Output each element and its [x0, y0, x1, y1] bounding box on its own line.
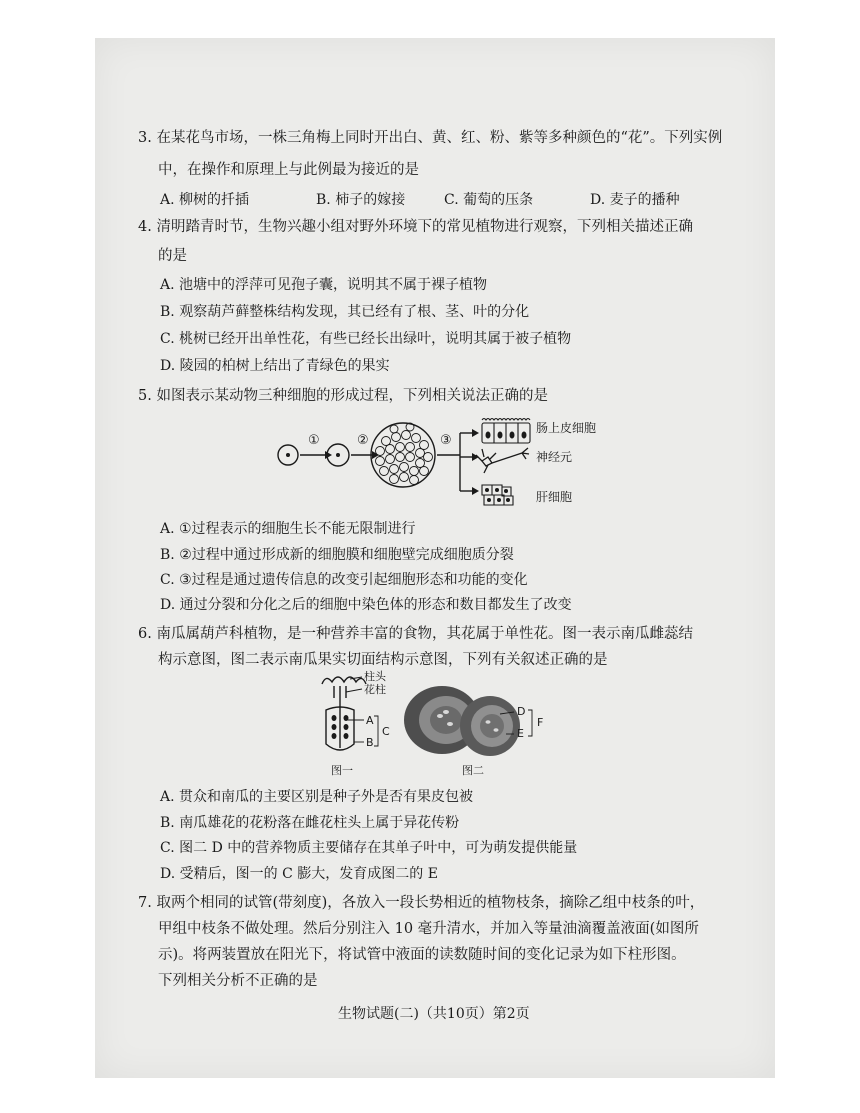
q6-stem-line2: 构示意图，图二表示南瓜果实切面结构示意图，下列有关叙述正确的是 — [158, 652, 608, 668]
q6-option-d: D. 受精后，图一的 C 膨大，发育成图二的 E — [160, 866, 438, 882]
q4-stem-line1: 4. 清明踏青时节，生物兴趣小组对野外环境下的常见植物进行观察，下列相关描述正确 — [138, 219, 693, 235]
label-stigma: 柱头 — [364, 670, 386, 683]
q7-stem-line1: 7. 取两个相同的试管(带刻度)，各放入一段长势相近的植物枝条，摘除乙组中枝条的叶， — [138, 895, 705, 911]
q6-stem-line1: 6. 南瓜属葫芦科植物，是一种营养丰富的食物，其花属于单性花。图一表示南瓜雌蕊结 — [138, 626, 693, 642]
q4-option-b: B. 观察葫芦藓整株结构发现，其已经有了根、茎、叶的分化 — [160, 304, 530, 320]
cell-cluster-icon — [371, 423, 435, 487]
label-liver-cell: 肝细胞 — [536, 490, 573, 504]
q5-option-c: C. ③过程是通过遗传信息的改变引起细胞形态和功能的变化 — [160, 572, 528, 588]
neuron-icon — [476, 448, 529, 473]
q4-option-a: A. 池塘中的浮萍可见孢子囊，说明其不属于裸子植物 — [160, 277, 488, 293]
q4-option-c: C. 桃树已经开出单性花，有些已经长出绿叶，说明其属于被子植物 — [160, 331, 572, 347]
page-footer: 生物试题(二)（共10页）第2页 — [338, 1006, 530, 1022]
q5-option-a: A. ①过程表示的细胞生长不能无限制进行 — [160, 521, 416, 537]
label-f: F — [537, 716, 544, 729]
q3-option-b: B. 柿子的嫁接 — [316, 192, 406, 208]
q5-option-b: B. ②过程中通过形成新的细胞膜和细胞壁完成细胞质分裂 — [160, 547, 514, 563]
q7-stem-line4: 下列相关分析不正确的是 — [158, 973, 318, 989]
fig2-caption: 图二 — [462, 764, 484, 777]
stigma-icon — [322, 677, 366, 684]
label-b: B — [366, 736, 374, 749]
intestinal-cells-icon — [482, 419, 530, 444]
step3-marker: ③ — [440, 433, 452, 448]
label-d: D — [517, 705, 526, 718]
q7-stem-line3: 示)。将两装置放在阳光下，将试管中液面的读数随时间的变化记录为如下柱形图。 — [158, 947, 686, 963]
q4-stem-line2: 的是 — [158, 248, 187, 264]
q6-option-c: C. 图二 D 中的营养物质主要储存在其单子叶中，可为萌发提供能量 — [160, 840, 578, 856]
label-neuron: 神经元 — [536, 450, 573, 464]
liver-cells-icon — [482, 485, 513, 505]
label-intestine-cell: 肠上皮细胞 — [536, 421, 597, 435]
q6-option-a: A. 贯众和南瓜的主要区别是种子外是否有果皮包被 — [160, 789, 474, 805]
q3-option-a: A. 柳树的扦插 — [160, 192, 250, 208]
q3-option-c: C. 葡萄的压条 — [444, 192, 534, 208]
q3-stem-line1: 3. 在某花鸟市场，一株三角梅上同时开出白、黄、红、粉、紫等多种颜色的“花”。下列实例 — [138, 130, 723, 146]
q3-stem-line2: 中，在操作和原理上与此例最为接近的是 — [158, 162, 419, 178]
q5-stem: 5. 如图表示某动物三种细胞的形成过程，下列相关说法正确的是 — [138, 388, 548, 404]
label-e: E — [517, 727, 524, 740]
q5-option-d: D. 通过分裂和分化之后的细胞中染色体的形态和数目都发生了改变 — [160, 597, 572, 613]
q6-option-b: B. 南瓜雄花的花粉落在雌花柱头上属于异花传粉 — [160, 815, 460, 831]
pumpkin-half-right — [460, 696, 520, 756]
pumpkin-diagram — [400, 672, 550, 767]
label-c: C — [382, 725, 390, 738]
label-style: 花柱 — [364, 683, 386, 696]
step2-marker: ② — [357, 433, 369, 448]
cell-formation-diagram — [270, 405, 530, 515]
q4-option-d: D. 陵园的柏树上结出了青绿色的果实 — [160, 358, 390, 374]
fig1-caption: 图一 — [331, 764, 353, 777]
label-a: A — [366, 714, 374, 727]
q7-stem-line2: 甲组中枝条不做处理。然后分别注入 10 毫升清水，并加入等量油滴覆盖液面(如图所 — [158, 921, 699, 937]
q3-option-d: D. 麦子的播种 — [590, 192, 680, 208]
step1-marker: ① — [308, 433, 320, 448]
